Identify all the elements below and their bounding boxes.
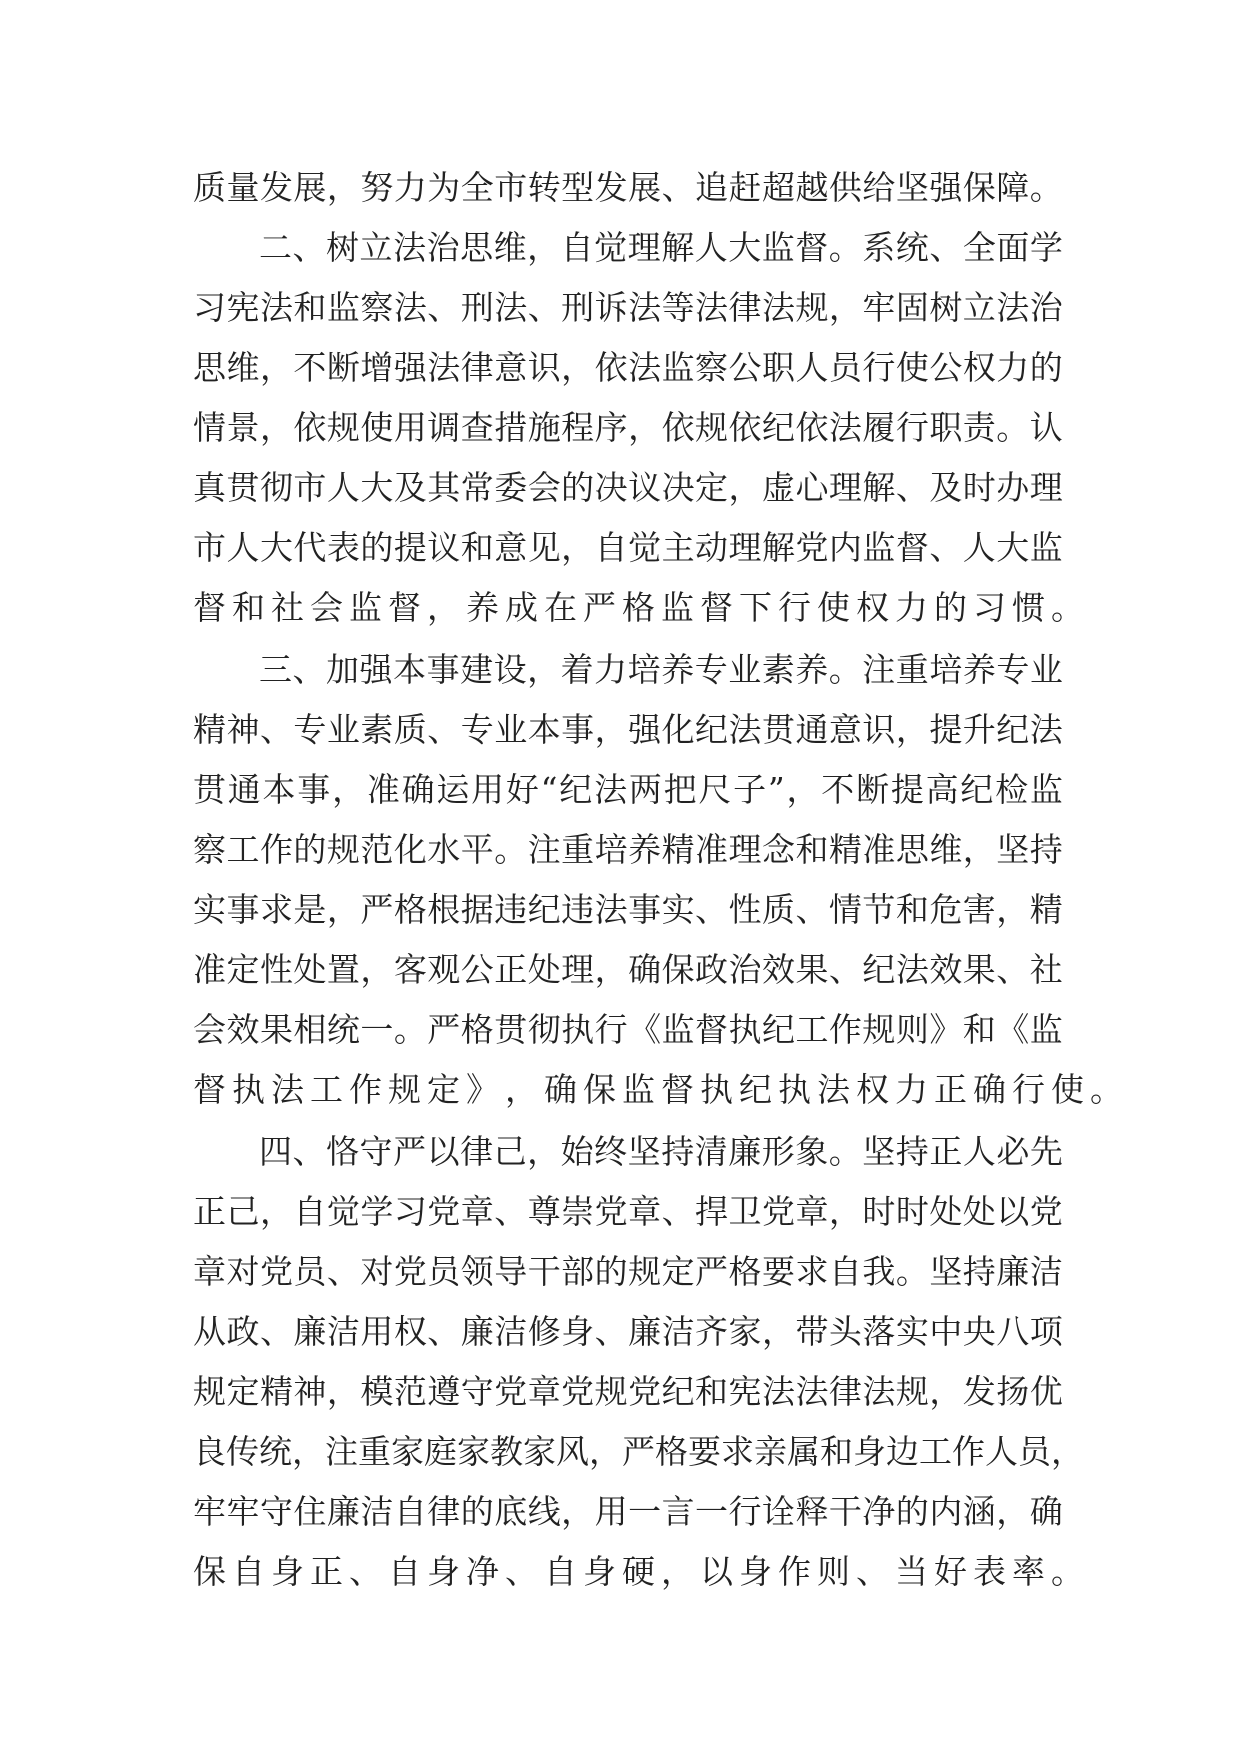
text-line: 四 、 恪 守 严 以 律 己 ， 始 终 坚 持 清 廉 形 象 。 坚 持 正 人 必 先 [259,1132,1063,1171]
text-line: 保 自 身 正 、 自 身 净 、 自 身 硬 ， 以 身 作 则 、 当 好 表 率 。 [193,1552,1090,1591]
text-line: 二 、 树 立 法 治 思 维 ， 自 觉 理 解 人 大 监 督 。 系 统 、 全 面 学 [259,228,1063,267]
text-line: 察 工 作 的 规 范 化 水 平 。 注 重 培 养 精 准 理 念 和 精 准 思 维 ， 坚 持 [193,830,1063,869]
text-line: 情 景 ， 依 规 使 用 调 查 措 施 程 序 ， 依 规 依 纪 依 法 履 行 职 责 。 认 [193,408,1063,447]
text-line: 精 神 、 专 业 素 质 、 专 业 本 事 ， 强 化 纪 法 贯 通 意 识 ， 提 升 纪 法 [193,710,1063,749]
text-line: 规 定 精 神 ， 模 范 遵 守 党 章 党 规 党 纪 和 宪 法 法 律 法 规 ， 发 扬 优 [193,1372,1063,1411]
text-line: 章 对 党 员 、 对 党 员 领 导 干 部 的 规 定 严 格 要 求 自 我 。 坚 持 廉 洁 [193,1252,1063,1291]
text-line: 真 贯 彻 市 人 大 及 其 常 委 会 的 决 议 决 定 ， 虚 心 理 解 、 及 时 办 理 [193,468,1063,507]
text-line: 思 维 ， 不 断 增 强 法 律 意 识 ， 依 法 监 察 公 职 人 员 行 使 公 权 力 的 [193,348,1063,387]
text-line: 实 事 求 是 ， 严 格 根 据 违 纪 违 法 事 实 、 性 质 、 情 节 和 危 害 ， 精 [193,890,1063,929]
text-line: 准 定 性 处 置 ， 客 观 公 正 处 理 ， 确 保 政 治 效 果 、 纪 法 效 果 、 社 [193,950,1063,989]
text-line: 督 和 社 会 监 督 ， 养 成 在 严 格 监 督 下 行 使 权 力 的 习 惯 。 [193,588,1090,627]
text-line: 牢 牢 守 住 廉 洁 自 律 的 底 线 ， 用 一 言 一 行 诠 释 干 净 的 内 涵 ， 确 [193,1492,1063,1531]
text-line: 市 人 大 代 表 的 提 议 和 意 见 ， 自 觉 主 动 理 解 党 内 监 督 、 人 大 监 [193,528,1063,567]
text-line: 会 效 果 相 统 一 。 严 格 贯 彻 执 行 《 监 督 执 纪 工 作 规 则 》 和 《 监 [193,1010,1063,1049]
text-line: 贯 通 本 事 ， 准 确 运 用 好 “ 纪 法 两 把 尺 子 ” ， 不 断 提 高 纪 检 监 [193,770,1063,809]
text-line: 正 己 ， 自 觉 学 习 党 章 、 尊 崇 党 章 、 捍 卫 党 章 ， 时 时 处 处 以 党 [193,1192,1063,1231]
text-line: 习 宪 法 和 监 察 法 、 刑 法 、 刑 诉 法 等 法 律 法 规 ， 牢 固 树 立 法 治 [193,288,1063,327]
document-body [193,158,1129,1602]
text-line: 质 量 发 展 ， 努 力 为 全 市 转 型 发 展 、 追 赶 超 越 供 给 坚 强 保 障 。 [193,168,1063,207]
text-line: 三 、 加 强 本 事 建 设 ， 着 力 培 养 专 业 素 养 。 注 重 培 养 专 业 [259,650,1063,689]
text-line: 督 执 法 工 作 规 定 》 ， 确 保 监 督 执 纪 执 法 权 力 正 确 行 使 。 [193,1070,1129,1109]
text-line: 从 政 、 廉 洁 用 权 、 廉 洁 修 身 、 廉 洁 齐 家 ， 带 头 落 实 中 央 八 项 [193,1312,1063,1351]
text-line: 良 传 统 ， 注 重 家 庭 家 教 家 风 ， 严 格 要 求 亲 属 和 身 边 工 作 人 员 ， [193,1432,1084,1471]
